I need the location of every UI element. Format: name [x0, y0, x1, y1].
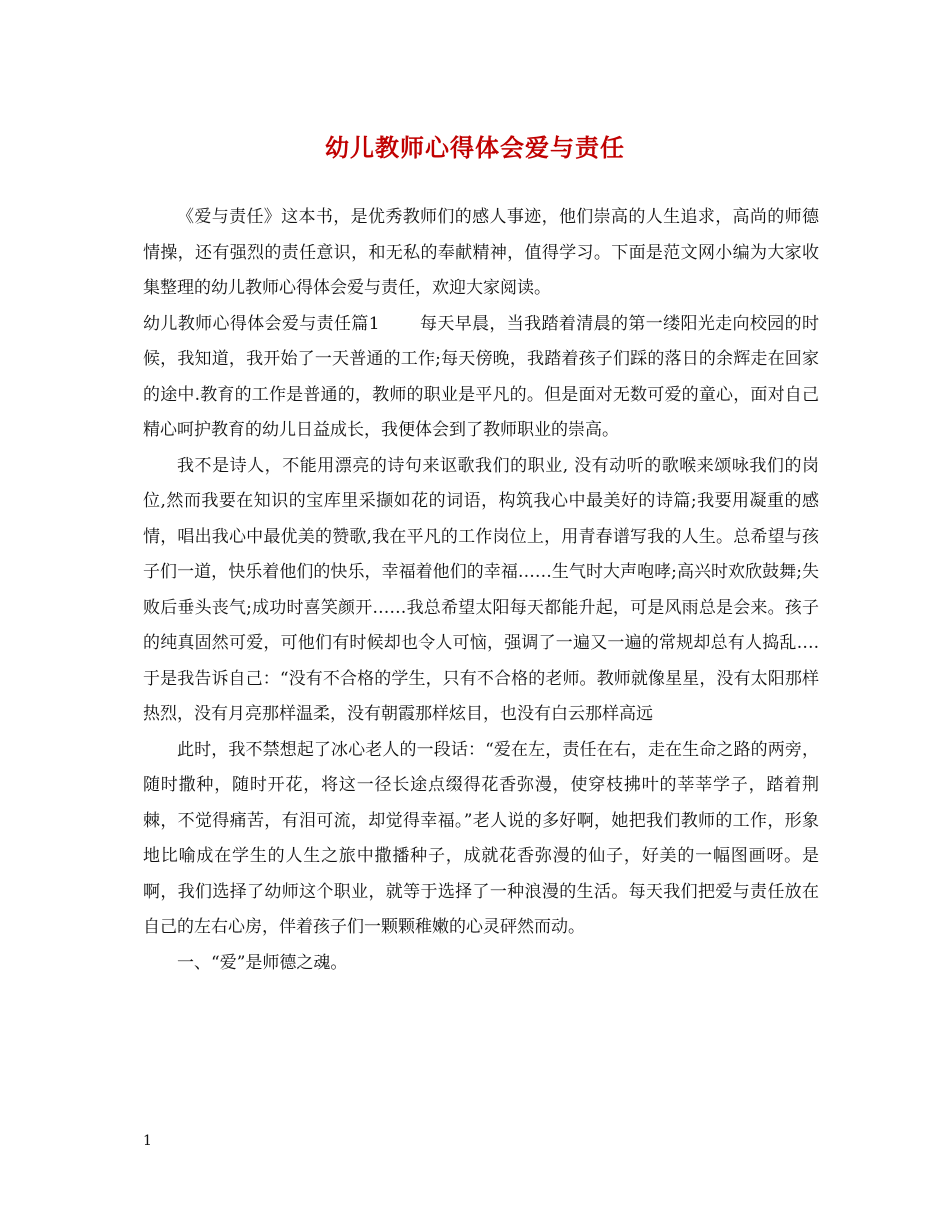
section-heading: 幼儿教师心得体会爱与责任篇1: [143, 313, 380, 334]
section-paragraph: [143, 307, 819, 449]
page-number: 1: [143, 1133, 152, 1149]
body-paragraph: 此时，我不禁想起了冰心老人的一段话：“爱在左，责任在右，走在生命之路的两旁，随时撒种，随时开花，将这一径长途点缀得花香弥漫，使穿枝拂叶的莘莘学子，踏着荆棘，不觉得痛苦，有泪可流，却觉得幸福。”老人说的多好啊，她把我们教师的工作，形象地比喻成在学生的人生之旅中撒播种子，成就花香弥漫的仙子，好美的一幅图画呀。是啊，我们选择了幼师这个职业，就等于选择了一种浪漫的生活。每天我们把爱与责任放在自己的左右心房，伴着孩子们一颗颗稚嫩的心灵砰然而动。: [143, 739, 819, 937]
section-first-paragraph: 每天早晨，当我踏着清晨的第一缕阳光走向校园的时候，我知道，我开始了一天普通的工作;每天傍晚，我踏着孩子们踩的落日的余辉走在回家的途中.教育的工作是普通的，教师的职业是平凡的。但是面对无数可爱的童心，面对自己精心呵护教育的幼儿日益成长，我便体会到了教师职业的崇高。: [143, 313, 820, 440]
document-body: [143, 200, 819, 981]
document-title: 幼儿教师心得体会爱与责任: [325, 133, 625, 162]
body-paragraph: 我不是诗人，不能用漂亮的诗句来讴歌我们的职业, 没有动听的歌喉来颂咏我们的岗位,然而我要在知识的宝库里采撷如花的词语，构筑我心中最美好的诗篇;我要用凝重的感情，唱出我心中最优美的赞歌,我在平凡的工作岗位上，用青春谱写我的人生。总希望与孩子们一道，快乐着他们的快乐，幸福着他们的幸福……生气时大声咆哮;高兴时欢欣鼓舞;失败后垂头丧气;成功时喜笑颜开……我总希望太阳每天都能升起，可是风雨总是会来。孩子的纯真固然可爱，可他们有时候却也令人可恼，强调了一遍又一遍的常规却总有人捣乱….于是我告诉自己：“没有不合格的学生，只有不合格的老师。教师就像星星，没有太阳那样热烈，没有月亮那样温柔，没有朝霞那样炫目，也没有白云那样高远: [143, 455, 819, 724]
intro-paragraph: 《爱与责任》这本书，是优秀教师们的感人事迹，他们崇高的人生追求，高尚的师德情操，还有强烈的责任意识，和无私的奉献精神，值得学习。下面是范文网小编为大家收集整理的幼儿教师心得体会爱与责任，欢迎大家阅读。: [143, 207, 819, 298]
subheading-paragraph: 一、“爱”是师德之魂。: [177, 952, 348, 973]
